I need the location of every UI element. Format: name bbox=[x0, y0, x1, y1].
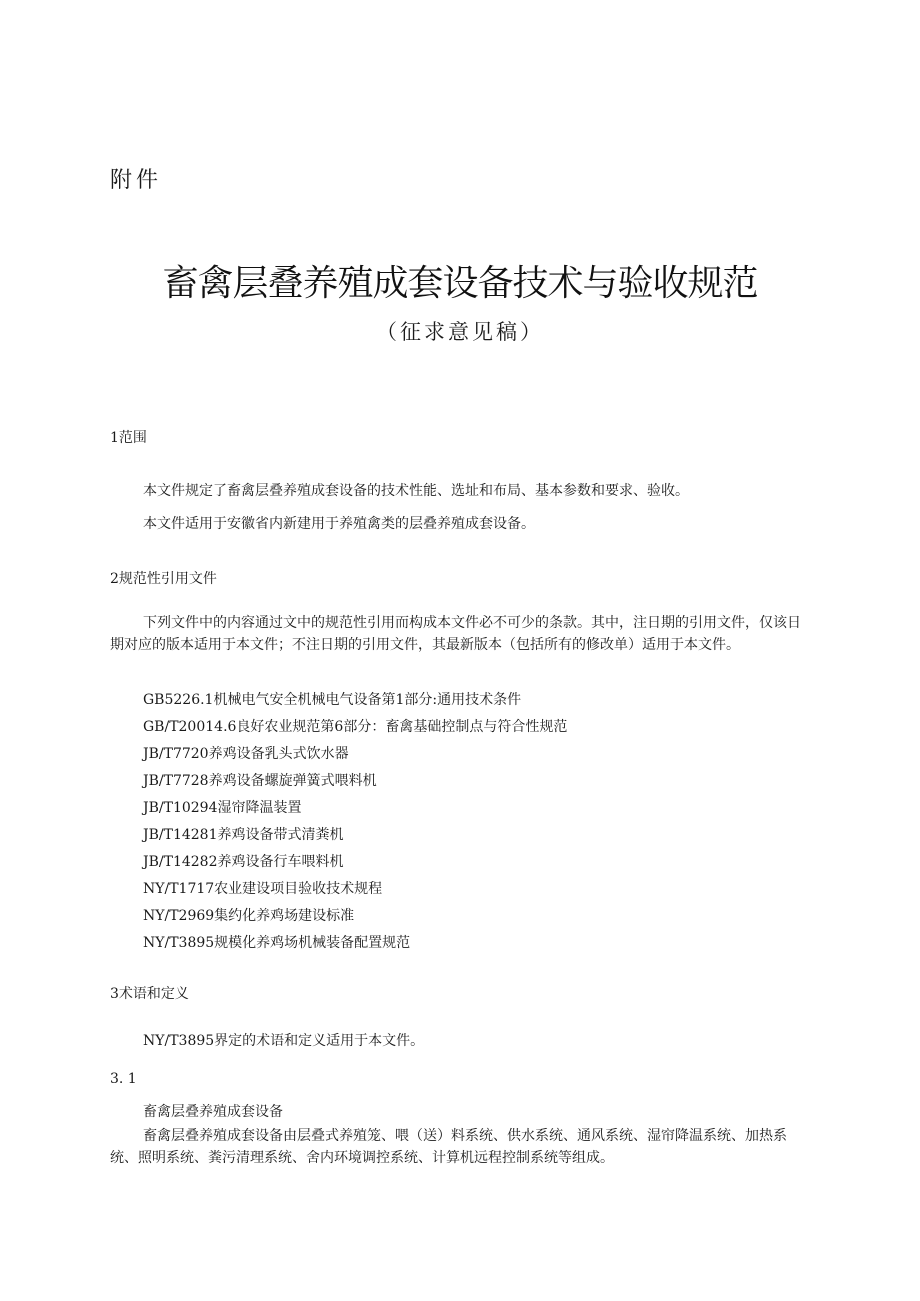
reference-item: GB5226.1机械电气安全机械电气设备第1部分:通用技术条件 bbox=[143, 692, 522, 708]
section-3-heading: 3术语和定义 bbox=[110, 986, 189, 1002]
section-1-paragraph: 本文件规定了畜禽层叠养殖成套设备的技术性能、选址和布局、基本参数和要求、验收。 bbox=[143, 483, 689, 499]
reference-item: JB/T7720养鸡设备乳头式饮水器 bbox=[143, 746, 349, 762]
reference-item: JB/T14282养鸡设备行车喂料机 bbox=[143, 854, 344, 870]
section-3-intro: NY/T3895界定的术语和定义适用于本文件。 bbox=[143, 1033, 425, 1049]
document-title: 畜禽层叠养殖成套设备技术与验收规范 bbox=[162, 263, 758, 304]
attachment-label: 附件 bbox=[110, 168, 163, 193]
term-name: 畜禽层叠养殖成套设备 bbox=[143, 1104, 283, 1120]
term-definition: 畜禽层叠养殖成套设备由层叠式养殖笼、喂（送）料系统、供水系统、通风系统、湿帘降温系统、加热系统、照明系统、粪污清理系统、舍内环境调控系统、计算机远程控制系统等组成。 bbox=[110, 1128, 787, 1166]
clause-number: 3. 1 bbox=[110, 1071, 137, 1087]
reference-item: JB/T10294湿帘降温装置 bbox=[143, 800, 302, 816]
section-2-intro: 下列文件中的内容通过文中的规范性引用而构成本文件必不可少的条款。其中，注日期的引用文件，仅该日期对应的版本适用于本文件；不注日期的引用文件，其最新版本（包括所有的修改单）适用于本文件。 bbox=[110, 615, 801, 653]
section-1-paragraph: 本文件适用于安徽省内新建用于养殖禽类的层叠养殖成套设备。 bbox=[143, 516, 535, 532]
reference-item: JB/T7728养鸡设备螺旋弹簧式喂料机 bbox=[143, 773, 377, 789]
reference-item: JB/T14281养鸡设备带式清粪机 bbox=[143, 827, 344, 843]
section-2-heading: 2规范性引用文件 bbox=[110, 571, 217, 587]
reference-item: NY/T1717农业建设项目验收技术规程 bbox=[143, 881, 383, 897]
document-subtitle: （征求意见稿） bbox=[376, 320, 544, 344]
section-1-heading: 1范围 bbox=[110, 430, 147, 446]
reference-item: NY/T2969集约化养鸡场建设标准 bbox=[143, 908, 355, 924]
reference-item: GB/T20014.6良好农业规范第6部分：畜禽基础控制点与符合性规范 bbox=[143, 719, 568, 735]
reference-item: NY/T3895规模化养鸡场机械装备配置规范 bbox=[143, 935, 411, 951]
